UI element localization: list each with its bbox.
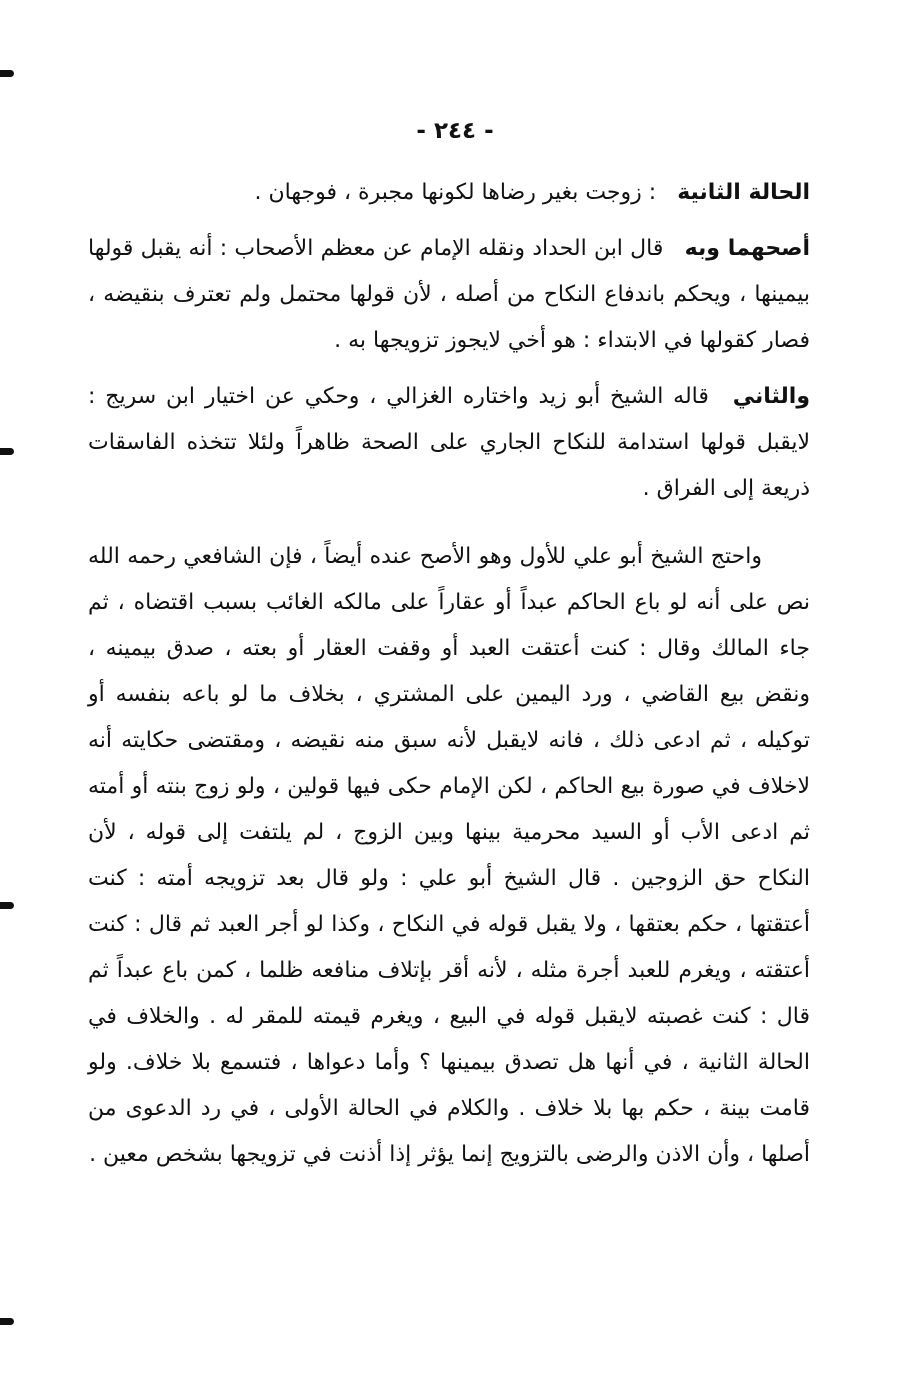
paragraph-text: قال ابن الحداد ونقله الإمام عن معظم الأصحاب : أنه يقبل قولها بيمينها ، ويحكم باندفاع النكاح من أصله ، لأن قولها محتمل ولم تعترف بنقيضه ، فصار كقولها في الابتداء : هو أخي لايجوز تزويجها به .: [88, 236, 810, 353]
paragraph-lead: أصحهما وبه: [684, 236, 810, 261]
paragraph-text: قاله الشيخ أبو زيد واختاره الغزالي ، وحكي عن اختيار ابن سريج : لايقبل قولها استدامة للنكاح الجاري على الصحة ظاهراً ولئلا تتخذه الفاسقات ذريعة إلى الفراق .: [88, 384, 810, 501]
page-body: [88, 170, 810, 1178]
page-edge-mark: [0, 70, 14, 77]
paragraph-lead: والثاني: [732, 384, 811, 409]
paragraph: [88, 226, 810, 364]
paragraph-text: واحتج الشيخ أبو علي للأول وهو الأصح عنده أيضاً ، فإن الشافعي رحمه الله نص على أنه لو باع الحاكم عبداً أو عقاراً على مالكه الغائب بسبب اقتضاه ، ثم جاء المالك وقال : كنت أعتقت العبد أو وقفت العقار أو بعته ، صدق بيمينه ، ونقض بيع القاضي ، ورد اليمين على المشتري ، بخلاف ما لو باعه بنفسه أو توكيله ، ثم ادعى ذلك ، فانه لايقبل لأنه سبق منه نقيضه ، ومقتضى حكايته أنه لاخلاف في صورة بيع الحاكم ، لكن الإمام حكى فيها قولين ، ولو زوج بنته أو أمته ثم ادعى الأب أو السيد محرمية بينها وبين الزوج ، لم يلتفت إلى قوله ، لأن النكاح حق الزوجين . قال الشيخ أبو علي : ولو قال بعد تزويجه أمته : كنت أعتقتها ، حكم بعتقها ، ولا يقبل قوله في النكاح ، وكذا لو أجر العبد ثم قال : كنت أعتقته ، ويغرم للعبد أجرة مثله ، لأنه أقر بإتلاف منافعه ظلما ، كمن باع عبداً ثم قال : كنت غصبته لايقبل قوله في البيع ، ويغرم قيمته للمقر له . والخلاف في الحالة الثانية ، في أنها هل تصدق بيمينها ؟ وأما دعواها ، فتسمع بلا خلاف. ولو قامت بينة ، حكم بها بلا خلاف . والكلام في الحالة الأولى ، في رد الدعوى من أصلها ، وأن الاذن والرضى بالتزويج إنما يؤثر إذا أذنت في تزويجها بشخص معين .: [88, 544, 810, 1167]
paragraph: [88, 534, 810, 1178]
paragraph: [88, 374, 810, 512]
page-edge-mark: [0, 1318, 14, 1325]
paragraph-lead: الحالة الثانية: [677, 180, 810, 205]
page-number: - ٢٤٤ -: [416, 118, 494, 144]
paragraph: [88, 170, 810, 216]
page-edge-mark: [0, 902, 14, 909]
page-edge-mark: [0, 448, 14, 455]
paragraph-text: : زوجت بغير رضاها لكونها مجبرة ، فوجهان .: [254, 180, 657, 205]
